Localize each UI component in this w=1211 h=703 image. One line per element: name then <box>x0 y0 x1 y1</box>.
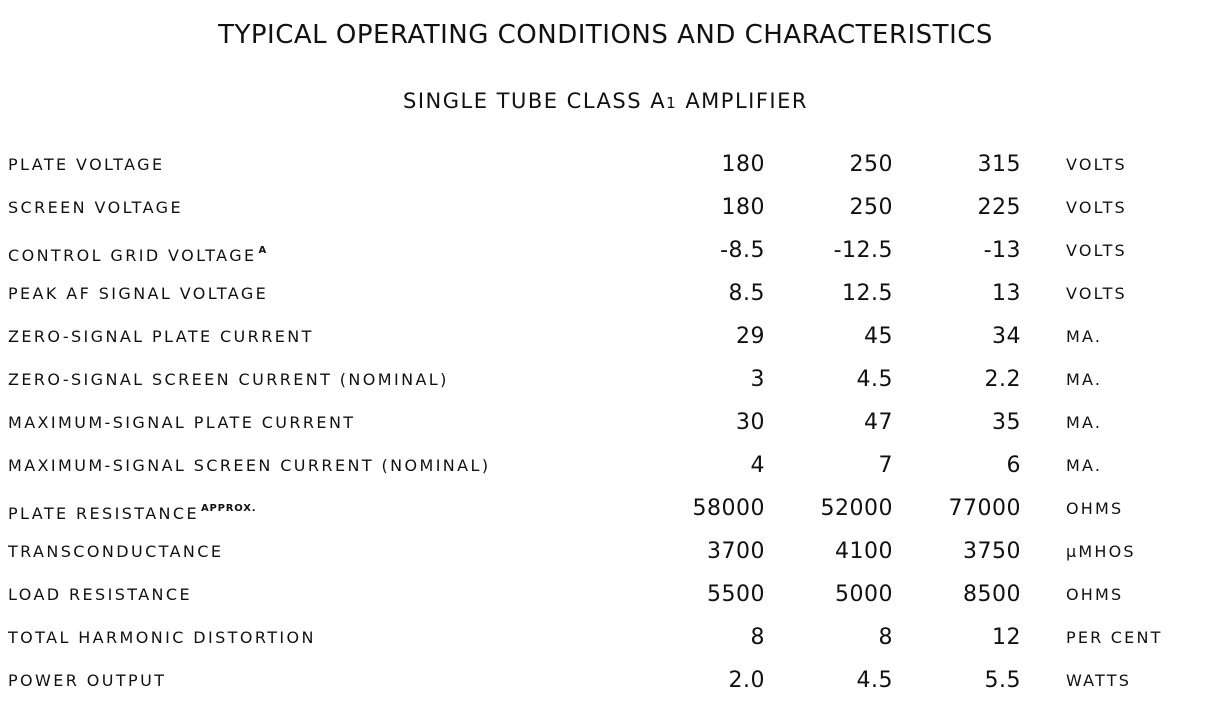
parameter-label <box>8 315 314 358</box>
value-condition-1: 2.0 <box>728 668 765 693</box>
value-condition-1: 8 <box>750 625 765 650</box>
characteristics-table <box>0 143 1211 702</box>
parameter-name: TRANSCONDUCTANCE <box>8 542 224 561</box>
value-condition-2: 250 <box>849 195 893 220</box>
value-condition-1: 3 <box>750 367 765 392</box>
value-condition-3: 34 <box>992 324 1021 349</box>
parameter-label <box>8 530 223 573</box>
parameter-label <box>8 229 267 277</box>
parameter-name: MAXIMUM-SIGNAL SCREEN CURRENT (NOMINAL) <box>8 456 491 475</box>
value-condition-3: 35 <box>992 410 1021 435</box>
parameter-name: LOAD RESISTANCE <box>8 585 192 604</box>
unit-label: MA. <box>1066 413 1103 432</box>
parameter-name: SCREEN VOLTAGE <box>8 198 183 217</box>
parameter-label <box>8 573 192 616</box>
parameter-label <box>8 143 164 186</box>
value-condition-3: 12 <box>992 625 1021 650</box>
unit-label: PER CENT <box>1066 628 1163 647</box>
unit-label: VOLTS <box>1066 155 1127 174</box>
page-title: TYPICAL OPERATING CONDITIONS AND CHARACTERISTICS <box>218 20 993 50</box>
parameter-name: MAXIMUM-SIGNAL PLATE CURRENT <box>8 413 356 432</box>
table-row <box>0 143 1211 186</box>
value-condition-2: 52000 <box>820 496 893 521</box>
value-condition-3: 3750 <box>963 539 1021 564</box>
value-condition-1: 8.5 <box>728 281 765 306</box>
section-subtitle <box>0 89 1211 113</box>
table-row <box>0 358 1211 401</box>
parameter-label <box>8 272 268 315</box>
unit-label: VOLTS <box>1066 284 1127 303</box>
value-condition-1: -8.5 <box>720 238 765 263</box>
unit-label: VOLTS <box>1066 198 1127 217</box>
value-condition-1: 4 <box>750 453 765 478</box>
parameter-name: CONTROL GRID VOLTAGE <box>8 246 257 265</box>
parameter-name: TOTAL HARMONIC DISTORTION <box>8 628 316 647</box>
parameter-label <box>8 616 316 659</box>
unit-label: MA. <box>1066 327 1103 346</box>
unit-label: VOLTS <box>1066 241 1127 260</box>
subtitle-main: SINGLE TUBE CLASS A <box>402 89 667 113</box>
value-condition-1: 180 <box>721 195 765 220</box>
unit-label: WATTS <box>1066 671 1132 690</box>
parameter-name: POWER OUTPUT <box>8 671 167 690</box>
value-condition-3: 8500 <box>963 582 1021 607</box>
table-row <box>0 659 1211 702</box>
value-condition-2: 45 <box>864 324 893 349</box>
value-condition-3: 13 <box>992 281 1021 306</box>
value-condition-3: 315 <box>977 152 1021 177</box>
table-row <box>0 315 1211 358</box>
value-condition-1: 180 <box>721 152 765 177</box>
table-row <box>0 530 1211 573</box>
unit-label: MA. <box>1066 370 1103 389</box>
value-condition-2: 250 <box>849 152 893 177</box>
unit-label: OHMS <box>1066 499 1124 518</box>
value-condition-2: 47 <box>864 410 893 435</box>
value-condition-3: 5.5 <box>984 668 1021 693</box>
value-condition-3: -13 <box>983 238 1021 263</box>
parameter-label <box>8 358 449 401</box>
parameter-label <box>8 444 490 487</box>
parameter-note: APPROX. <box>201 503 257 514</box>
table-row <box>0 272 1211 315</box>
table-row <box>0 444 1211 487</box>
parameter-name: PLATE VOLTAGE <box>8 155 165 174</box>
value-condition-2: 5000 <box>835 582 893 607</box>
value-condition-2: 7 <box>878 453 893 478</box>
value-condition-2: -12.5 <box>833 238 893 263</box>
value-condition-3: 225 <box>977 195 1021 220</box>
table-row <box>0 616 1211 659</box>
parameter-name: PLATE RESISTANCE <box>8 504 199 523</box>
value-condition-1: 58000 <box>692 496 765 521</box>
table-row <box>0 401 1211 444</box>
unit-label: MA. <box>1066 456 1103 475</box>
unit-label: OHMS <box>1066 585 1124 604</box>
parameter-label <box>8 186 183 229</box>
parameter-label <box>8 401 355 444</box>
unit-label: µMHOS <box>1066 542 1136 561</box>
parameter-label <box>8 487 256 535</box>
parameter-name: ZERO-SIGNAL PLATE CURRENT <box>8 327 314 346</box>
value-condition-2: 4.5 <box>856 668 893 693</box>
value-condition-2: 4100 <box>835 539 893 564</box>
value-condition-2: 8 <box>878 625 893 650</box>
parameter-label <box>8 659 166 702</box>
value-condition-1: 29 <box>736 324 765 349</box>
value-condition-2: 4.5 <box>856 367 893 392</box>
parameter-name: ZERO-SIGNAL SCREEN CURRENT (NOMINAL) <box>8 370 449 389</box>
subtitle-subscript: 1 <box>666 94 678 112</box>
value-condition-1: 3700 <box>707 539 765 564</box>
table-row <box>0 487 1211 530</box>
subtitle-suffix: AMPLIFIER <box>677 89 808 113</box>
value-condition-3: 6 <box>1006 453 1021 478</box>
table-row <box>0 573 1211 616</box>
value-condition-1: 5500 <box>707 582 765 607</box>
value-condition-2: 12.5 <box>842 281 893 306</box>
parameter-name: PEAK AF SIGNAL VOLTAGE <box>8 284 269 303</box>
value-condition-1: 30 <box>736 410 765 435</box>
table-row <box>0 229 1211 272</box>
value-condition-3: 77000 <box>948 496 1021 521</box>
parameter-note: A <box>258 245 268 256</box>
value-condition-3: 2.2 <box>984 367 1021 392</box>
table-row <box>0 186 1211 229</box>
